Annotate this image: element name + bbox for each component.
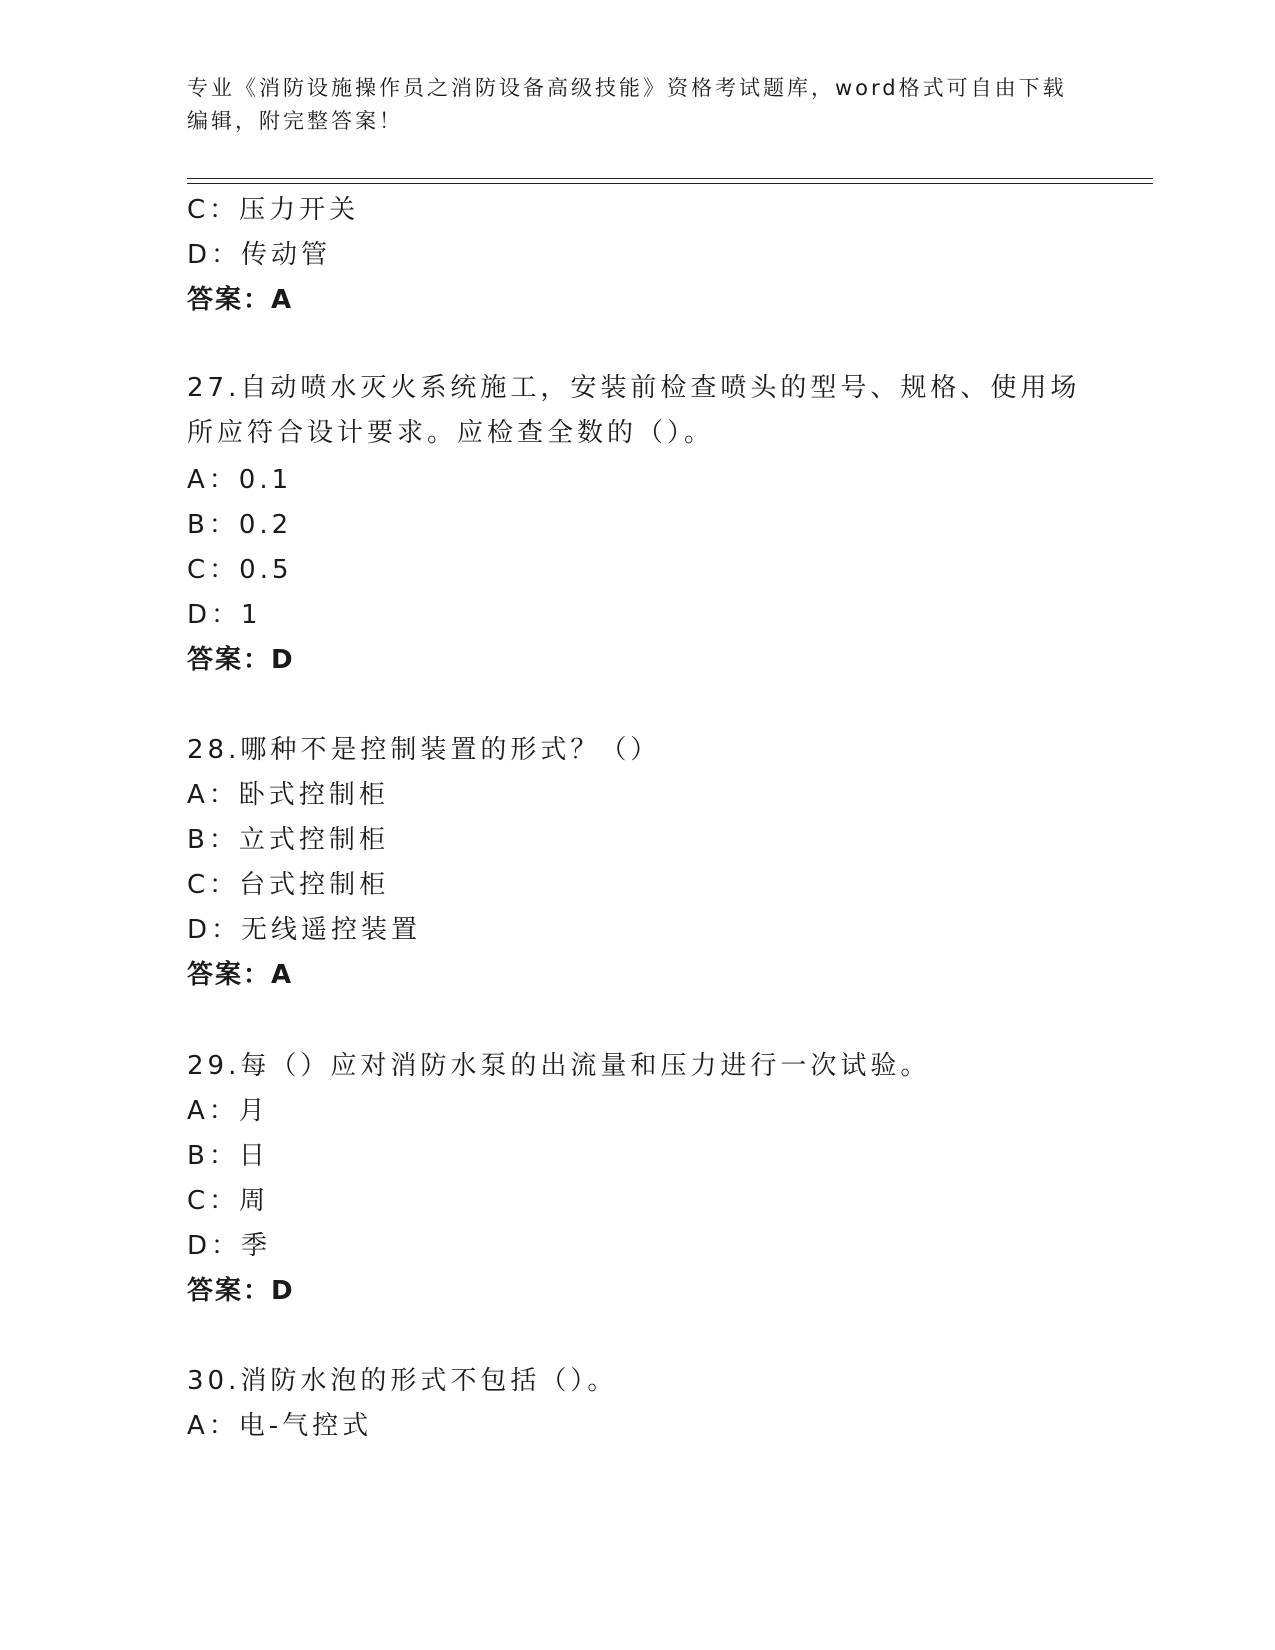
- question-30: 30.消防水泡的形式不包括（）。: [187, 1366, 618, 1396]
- option-c: C：台式控制柜: [187, 870, 390, 900]
- option-a: A：月: [187, 1096, 269, 1126]
- option-a: A：电-气控式: [187, 1411, 373, 1441]
- option-b: B：日: [187, 1141, 269, 1171]
- option-b: B：立式控制柜: [187, 825, 389, 855]
- document-header: 专业《消防设施操作员之消防设备高级技能》资格考试题库，word格式可自由下载编辑，附完整答案！: [187, 76, 1067, 133]
- option-c: C：压力开关: [187, 195, 360, 225]
- option-c: C：周: [187, 1186, 270, 1216]
- option-d: D：传动管: [187, 240, 332, 270]
- answer-line: 答案：A: [187, 960, 294, 990]
- option-d: D：季: [187, 1231, 272, 1261]
- answer-line: 答案：A: [187, 285, 294, 315]
- option-a: A：卧式控制柜: [187, 780, 389, 810]
- answer-line: 答案：D: [187, 645, 295, 675]
- option-c: C：0.5: [187, 555, 293, 585]
- header-divider-top: [187, 178, 1153, 179]
- option-a: A：0.1: [187, 465, 293, 495]
- option-d: D：无线遥控装置: [187, 915, 422, 945]
- answer-line: 答案：D: [187, 1276, 295, 1306]
- question-29: 29.每（）应对消防水泵的出流量和压力进行一次试验。: [187, 1051, 931, 1081]
- question-27: 27.自动喷水灭火系统施工，安装前检查喷头的型号、规格、使用场所应符合设计要求。应检查全数的（）。: [187, 373, 1081, 448]
- header-divider-bottom: [187, 183, 1153, 184]
- option-b: B：0.2: [187, 510, 293, 540]
- question-28: 28.哪种不是控制装置的形式？（）: [187, 735, 661, 765]
- option-d: D：1: [187, 600, 262, 630]
